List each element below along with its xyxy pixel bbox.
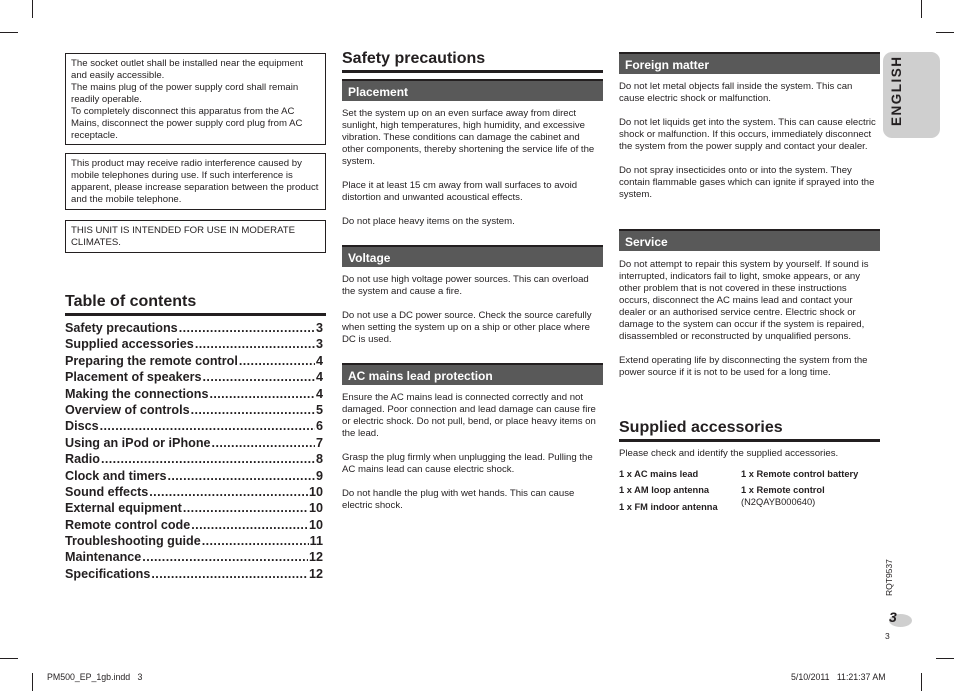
toc-item[interactable]: Placement of speakers ..... 4 xyxy=(65,369,323,385)
accessory-item: 1 x AM loop antenna xyxy=(619,485,710,496)
voltage-text: Do not use high voltage power sources. This can overload the system and cause a fire. Do not use a DC power source. Check the source carefully when setting the system up on a ship or other place where DC is used. xyxy=(342,274,592,345)
service-heading: Service xyxy=(619,229,880,251)
toc-item[interactable]: Supplied accessories ..... 3 xyxy=(65,336,323,352)
accessories-rule xyxy=(619,439,880,442)
toc-item[interactable]: Sound effects ..... 10 xyxy=(65,484,323,500)
safety-rule xyxy=(342,70,603,73)
accessories-list-left xyxy=(619,466,739,515)
toc-item[interactable]: Overview of controls ..... 5 xyxy=(65,402,323,418)
crop-mark xyxy=(0,32,18,33)
foreign-matter-text: Do not let metal objects fall inside the system. This can cause electric shock or malfunction. Do not let liquids get into the system. This can cause electric shock or malfunction. If this occurs, immediately disconnect the system from the power supply and contact your dealer. Do not spray insecticides onto or into the system. They contain flammable gases which can ignite if sprayed into the system. xyxy=(619,81,876,200)
crop-mark xyxy=(936,658,954,659)
crop-mark xyxy=(32,673,33,691)
accessories-title: Supplied accessories xyxy=(619,419,783,436)
notice-text: The socket outlet shall be installed near the equipment and easily accessible. xyxy=(71,58,303,81)
toc-item[interactable]: Making the connections ..... 4 xyxy=(65,386,323,402)
notice-box-interference xyxy=(65,153,326,210)
accessory-code: (N2QAYB000640) xyxy=(741,497,816,508)
language-tab-label: ENGLISH xyxy=(889,55,904,126)
toc-item[interactable]: Remote control code ..... 10 xyxy=(65,517,323,533)
toc-item[interactable]: Clock and timers ..... 9 xyxy=(65,468,323,484)
page-number: 3 xyxy=(889,609,897,625)
table-of-contents xyxy=(65,320,323,582)
accessory-item: 1 x AC mains lead xyxy=(619,469,699,479)
toc-item[interactable]: Preparing the remote control ..... 4 xyxy=(65,353,323,369)
crop-mark xyxy=(921,0,922,18)
notice-box-mains xyxy=(65,53,326,145)
accessory-item: 1 x Remote control xyxy=(741,485,825,496)
footer-filename: PM500_EP_1gb.indd 3 xyxy=(47,672,143,682)
notice-box-climate xyxy=(65,220,326,253)
notice-text: THIS UNIT IS INTENDED FOR USE IN MODERATE CLIMATES. xyxy=(71,225,296,248)
toc-item[interactable]: Maintenance ..... 12 xyxy=(65,549,323,565)
notice-text: This product may receive radio interference caused by mobile telephones during use. If such interference is apparent, please increase separation between the product and the mobile telephone. xyxy=(71,158,319,205)
toc-item[interactable]: External equipment ..... 10 xyxy=(65,500,323,516)
toc-rule xyxy=(65,313,326,316)
toc-item[interactable]: Specifications ..... 12 xyxy=(65,566,323,582)
crop-mark xyxy=(32,0,33,18)
accessories-list-right xyxy=(741,466,880,508)
toc-item[interactable]: Using an iPod or iPhone ..... 7 xyxy=(65,435,323,451)
crop-mark xyxy=(921,673,922,691)
crop-mark xyxy=(936,32,954,33)
document-code: RQT9537 xyxy=(884,559,894,596)
placement-text: Set the system up on an even surface away from direct sunlight, high temperatures, high humidity, and excessive vibration. These conditions can damage the cabinet and other components, thereby shortening the service life of the system. Place it at least 15 cm away from wall surfaces to avoid distortion and unwanted acoustical effects. Do not place heavy items on the system. xyxy=(342,108,595,227)
accessory-item: 1 x Remote control battery xyxy=(741,469,859,479)
mains-lead-heading: AC mains lead protection xyxy=(342,363,603,385)
toc-item[interactable]: Radio ..... 8 xyxy=(65,451,323,467)
toc-item[interactable]: Discs ..... 6 xyxy=(65,418,323,434)
accessories-intro: Please check and identify the supplied accessories. xyxy=(619,448,839,459)
page-number-badge xyxy=(884,609,912,628)
toc-item[interactable]: Safety precautions ..... 3 xyxy=(65,320,323,336)
language-tab[interactable] xyxy=(883,52,940,138)
notice-text: The mains plug of the power supply cord shall remain readily operable. xyxy=(71,82,299,105)
accessory-item: 1 x FM indoor antenna xyxy=(619,501,718,512)
toc-item[interactable]: Troubleshooting guide ..... 11 xyxy=(65,533,323,549)
foreign-matter-heading: Foreign matter xyxy=(619,52,880,74)
voltage-heading: Voltage xyxy=(342,245,603,267)
service-text: Do not attempt to repair this system by yourself. If sound is interrupted, indicators fail to light, smoke appears, or any other problem that is not covered in these instructions occurs, disconnect the AC mains lead and contact your dealer or an authorised service centre. Electric shock or damage to the system can occur if the system is repaired, disassembled or reconstructed by unqualified persons. Extend operating life by disconnecting the system from the power source if it is not to be used for a long time. xyxy=(619,259,869,378)
page-number-small: 3 xyxy=(885,631,890,641)
toc-title: Table of contents xyxy=(65,293,197,310)
notice-text: To completely disconnect this apparatus from the AC Mains, disconnect the power supply cord plug from AC receptacle. xyxy=(71,106,303,141)
crop-mark xyxy=(0,658,18,659)
safety-title: Safety precautions xyxy=(342,50,486,67)
placement-heading: Placement xyxy=(342,79,603,101)
footer-timestamp: 5/10/2011 11:21:37 AM xyxy=(791,672,886,682)
mains-lead-text: Ensure the AC mains lead is connected correctly and not damaged. Poor connection and lead damage can cause fire or electric shock. Do not pull, bend, or place heavy items on the lead. Grasp the plug firmly when unplugging the lead. Pulling the AC mains lead can cause electric shock. Do not handle the plug with wet hands. This can cause electric shock. xyxy=(342,392,596,511)
